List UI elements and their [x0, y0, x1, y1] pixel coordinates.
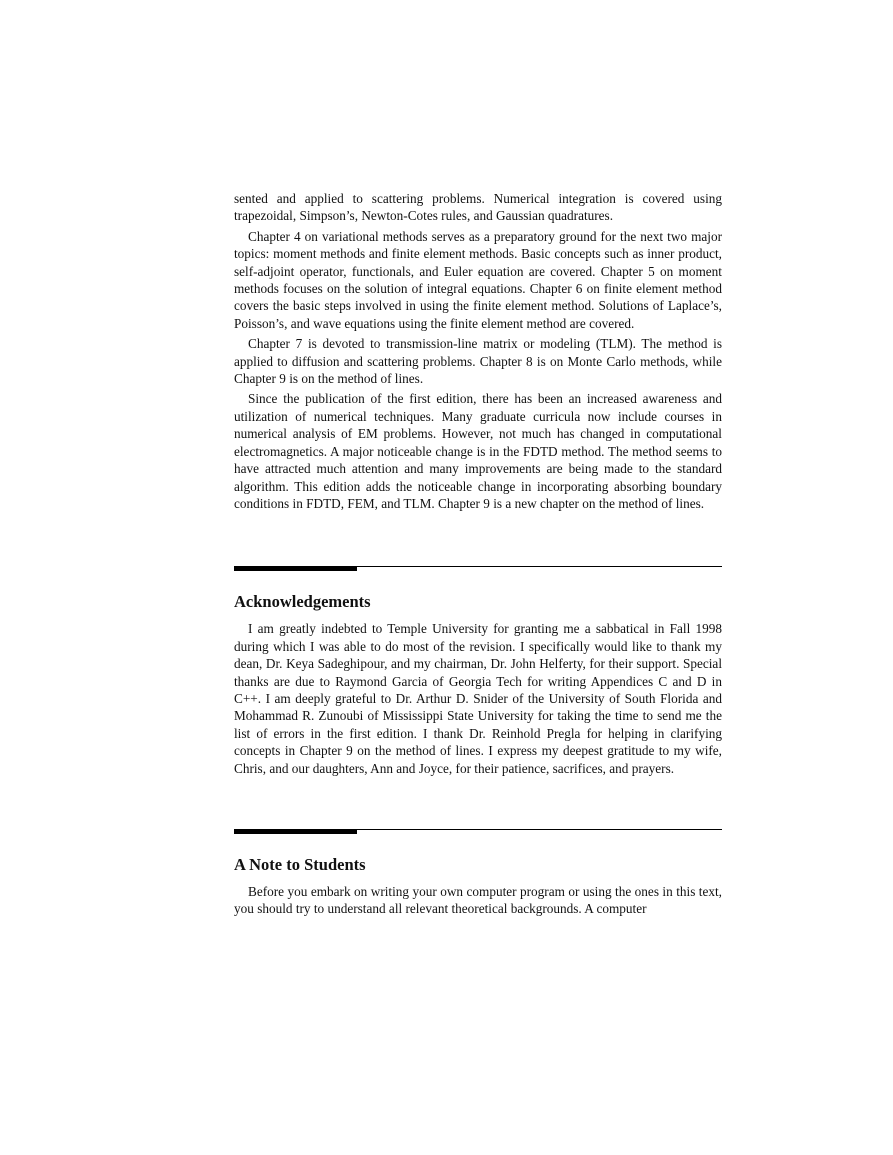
intro-paragraph-4: Since the publication of the first edition, there has been an increased awareness and utilization of numerical techniques. Many graduate curricula now include courses in numerical analysis of EM problems. However, not much has changed in computational electromagnetics. A major noticeable change is in the FDTD method. The method seems to have attracted much attention and many improvements are being made to the standard algorithm. This edition adds the noticeable change in incorporating absorbing boundary conditions in FDTD, FEM, and TLM. Chapter 9 is a new chapter on the method of lines. — [234, 391, 722, 511]
acknowledgements-heading: Acknowledgements — [234, 592, 371, 612]
note-paragraph: Before you embark on writing your own computer program or using the ones in this text, you should try to understand all relevant theoretical backgrounds. A computer — [234, 883, 722, 917]
note-heading: A Note to Students — [234, 854, 366, 874]
intro-paragraph-1: sented and applied to scattering problems. Numerical integration is covered using trapezoidal, Simpson’s, Newton-Cotes rules, and Gaussian quadratures. — [234, 191, 722, 224]
section-rule-thick — [234, 829, 357, 834]
intro-paragraph-2: Chapter 4 on variational methods serves as a preparatory ground for the next two major topics: moment methods and finite element methods. Basic concepts such as inner product, self-adjoint operator, functionals, and Euler equation are covered. Chapter 5 on moment methods focuses on the solution of integral equations. Chapter 6 on finite element method covers the basic steps involved in using the finite element method. Solutions of Laplace’s, Poisson’s, and wave equations using the finite element method are covered. — [234, 228, 722, 331]
section-rule-thick — [234, 566, 357, 571]
intro-paragraph-3: Chapter 7 is devoted to transmission-line matrix or modeling (TLM). The method is applied to diffusion and scattering problems. Chapter 8 is on Monte Carlo methods, while Chapter 9 is on the method of lines. — [234, 336, 722, 387]
page-body — [234, 190, 722, 921]
acknowledgements-paragraph: I am greatly indebted to Temple University for granting me a sabbatical in Fall 1998 during which I was able to do most of the revision. I specifically would like to thank my dean, Dr. Keya Sadeghipour, and my chairman, Dr. John Helferty, for their support. Special thanks are due to Raymond Garcia of Georgia Tech for writing Appendices C and D in C++. I am deeply grateful to Dr. Arthur D. Snider of the University of South Florida and Mohammad R. Zunoubi of Mississippi State University for taking the time to send me the list of errors in the first edition. I thank Dr. Reinhold Pregla for helping in clarifying concepts in Chapter 9 on the method of lines. I express my deepest gratitude to my wife, Chris, and our daughters, Ann and Joyce, for their patience, sacrifices, and prayers. — [234, 621, 722, 776]
section-rule-note — [234, 829, 722, 835]
section-rule-acknowledgements — [234, 566, 722, 572]
